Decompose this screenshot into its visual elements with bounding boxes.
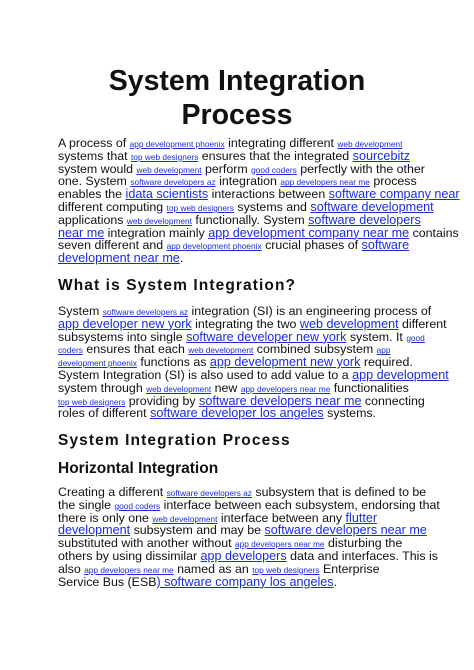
inline-link[interactable]: top web designers [252,564,320,575]
text-run: subsystem and may be [130,523,265,538]
inline-link[interactable]: development near me [58,251,180,266]
text-run: also [58,561,85,576]
text-run: one. System [58,174,131,189]
text-run: there is only one [58,510,153,525]
text-run: system. It [346,329,407,344]
text-run: integration (SI) is an engineering process of [188,304,432,318]
text-run: interactions between [208,187,329,202]
inline-link[interactable]: app developers [200,548,287,563]
text-run: interface between each subsystem, endorsing that [160,497,440,512]
text-run: Creating a different [58,485,167,499]
inline-link[interactable]: software developer los angeles [150,406,324,421]
text-line [58,252,428,265]
inline-link[interactable]: web development [126,215,192,226]
inline-link[interactable]: near me [58,225,105,240]
inline-link[interactable]: software developers az [102,307,189,317]
inline-link[interactable]: sourcebitz [352,148,411,163]
inline-link[interactable]: software developers near me [264,523,427,538]
text-run: systems that [58,148,131,163]
inline-link[interactable]: app development new york [209,355,361,370]
text-run: A process of [58,136,130,150]
intro-paragraph [58,136,460,266]
text-run: integration [215,174,281,189]
text-run: required. [360,355,413,370]
inline-link[interactable]: web development [136,164,202,175]
inline-link[interactable]: app developer new york [58,316,192,331]
text-run: substituted with another without [58,536,236,551]
inline-link[interactable]: app development phoenix [129,139,225,149]
text-run: ensures that each [82,342,189,357]
page-title-line-1: System Integration [108,65,366,97]
inline-link[interactable]: software [361,238,410,253]
inline-link[interactable]: app developers near me [235,539,325,550]
text-run: interface between any [217,510,346,525]
inline-link[interactable]: software developers az [130,177,216,188]
text-run: roles of different [58,406,151,421]
text-run: different computing [58,199,167,214]
text-run: functions as [136,355,210,370]
text-run: combined subsystem [253,342,377,357]
text-run: process [369,174,417,189]
text-line [58,576,428,589]
inline-link[interactable]: app [376,345,391,356]
text-run: Service Bus (ESB [58,574,157,589]
inline-link[interactable]: software development [310,199,434,214]
inline-link[interactable]: good coders [114,500,161,511]
inline-link[interactable]: web development [337,139,403,149]
text-run: System Integration (SI) is also used to add value to a [58,367,353,382]
text-run: crucial phases of [261,238,362,253]
inline-link[interactable]: flutter [345,510,378,525]
text-line [58,407,428,420]
text-run: providing by [125,393,200,408]
text-run: new [211,380,241,395]
inline-link[interactable]: app development company near me [208,225,410,240]
text-run: connecting [361,393,425,408]
text-run: the single [58,497,115,512]
inline-link[interactable]: good [406,332,425,343]
inline-link[interactable]: ) software company los angeles [156,574,334,589]
inline-link[interactable]: web development [152,513,218,524]
inline-link[interactable]: top web designers [58,396,126,407]
text-run: applications [58,212,127,227]
inline-link[interactable]: app development [352,367,449,382]
text-run: Enterprise [319,561,380,576]
inline-link[interactable]: software developers az [166,488,252,498]
text-run: seven different and [58,238,167,253]
text-run: system would [58,161,137,176]
inline-link[interactable]: software developers [308,212,421,227]
text-run: ensures that the integrated [198,148,353,163]
text-run: functionally. System [191,212,309,227]
text-run: systems. [323,406,377,421]
inline-link[interactable]: app development phoenix [166,241,262,252]
inline-link[interactable]: app developers near me [280,177,370,188]
heading-horizontal-integration: Horizontal Integration [58,460,219,477]
heading-system-integration-process: System Integration Process [58,432,291,449]
text-run: integrating different [224,136,338,150]
text-run: contains [409,225,459,240]
heading-what-is-system-integration: What is System Integration? [58,277,297,294]
inline-link[interactable]: app developers near me [84,564,174,575]
inline-link[interactable]: software developers near me [199,393,362,408]
inline-link[interactable]: software developer new york [186,329,347,344]
text-run: enables the [58,187,126,202]
text-run: System [58,304,103,318]
inline-link[interactable]: app developers near me [240,383,331,394]
inline-link[interactable]: top web designers [131,151,199,162]
inline-link[interactable]: software company near [328,187,460,202]
inline-link[interactable]: development [58,523,131,538]
inline-link[interactable]: top web designers [166,202,234,213]
text-run: functionalities [330,380,409,395]
text-run: others by using dissimilar [58,548,201,563]
text-run: perfectly with the other [296,161,425,176]
text-run: system through [58,380,147,395]
inline-link[interactable]: coders [58,345,83,356]
inline-link[interactable]: development phoenix [58,358,137,369]
text-run: different [398,316,447,331]
text-run: named as an [173,561,253,576]
page-title-line-2: Process [181,99,293,131]
text-run: . [179,251,184,266]
inline-link[interactable]: good coders [251,164,297,175]
text-run: data and interfaces. This is [286,548,438,563]
text-run: perform [201,161,252,176]
text-run: disturbing the [324,536,403,551]
inline-link[interactable]: idata scientists [125,187,209,202]
definition-paragraph [58,304,449,421]
text-run: subsystem that is defined to be [251,485,427,499]
text-run: systems and [233,199,311,214]
text-run: subsystems into single [58,329,187,344]
inline-link[interactable]: web development [299,316,399,331]
horizontal-integration-paragraph [58,485,440,589]
text-run: integration mainly [104,225,209,240]
text-run: integrating the two [191,316,300,331]
text-run: . [333,574,338,589]
inline-link[interactable]: web development [146,383,212,394]
inline-link[interactable]: web development [188,345,254,356]
